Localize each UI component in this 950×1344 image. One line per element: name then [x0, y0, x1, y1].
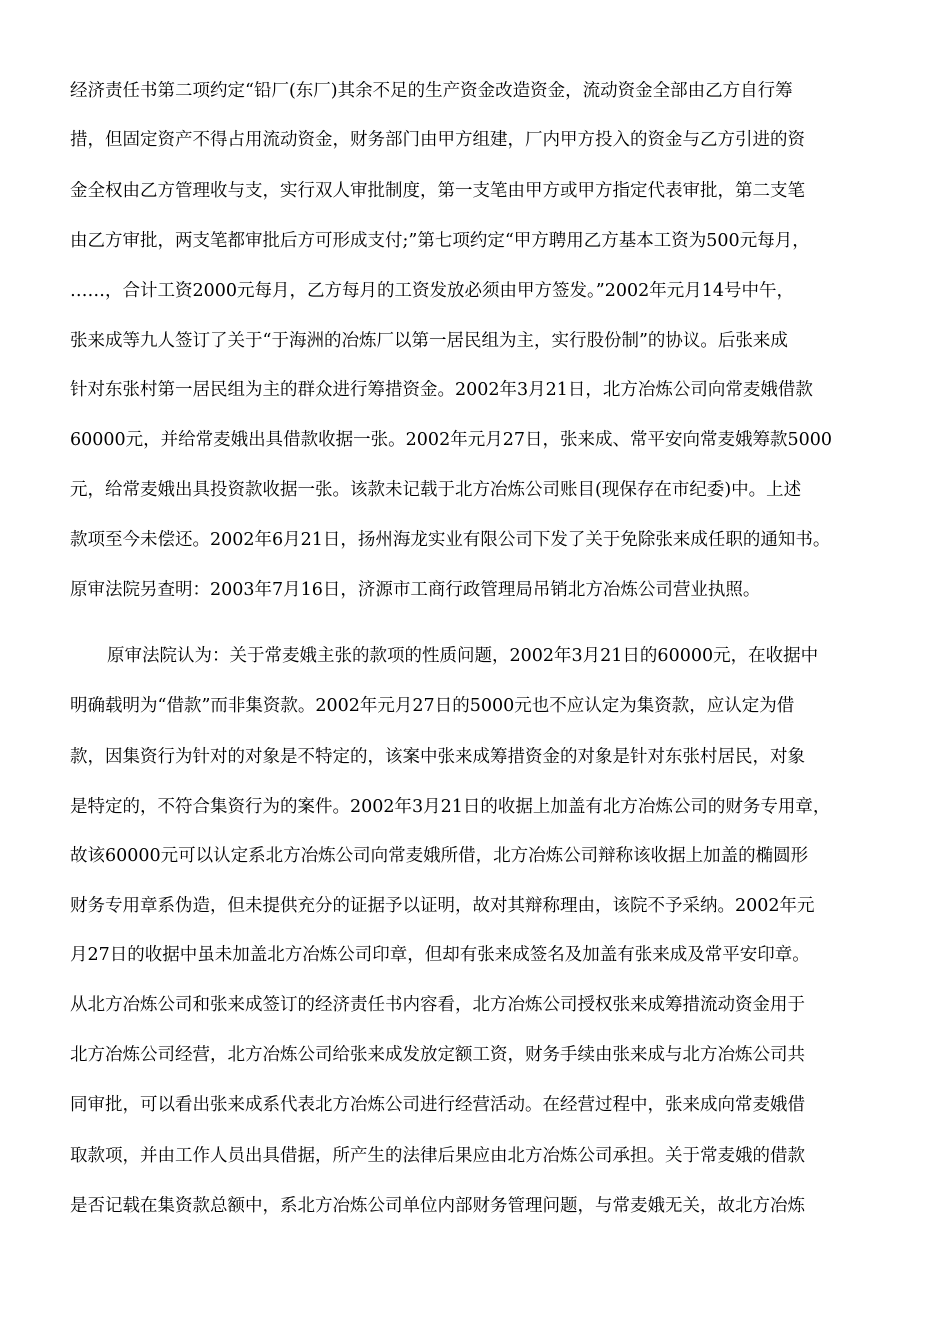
text-line: 款项至今未偿还。2002年6月21日，扬州海龙实业有限公司下发了关于免除张来成任职的通知书。	[70, 530, 831, 550]
text-line: 故该60000元可以认定系北方冶炼公司向常麦娥所借，北方冶炼公司辩称该收据上加盖的椭圆形	[70, 846, 809, 866]
text-line: 款，因集资行为针对的对象是不特定的，该案中张来成筹措资金的对象是针对东张村居民，对象	[70, 747, 805, 767]
text-line: 明确载明为“借款”而非集资款。2002年元月27日的5000元也不应认定为集资款，应认定为借	[70, 696, 795, 716]
text-line: 金全权由乙方管理收与支，实行双人审批制度，第一支笔由甲方或甲方指定代表审批，第二支笔	[70, 181, 805, 201]
text-line: 财务专用章系伪造，但未提供充分的证据予以证明，故对其辩称理由，该院不予采纳。2002年元	[70, 896, 815, 916]
text-line: 针对东张村第一居民组为主的群众进行筹措资金。2002年3月21日，北方冶炼公司向常麦娥借款	[70, 380, 813, 400]
text-line: 是否记载在集资款总额中，系北方冶炼公司单位内部财务管理问题，与常麦娥无关，故北方冶炼	[70, 1196, 805, 1216]
text-line: 60000元，并给常麦娥出具借款收据一张。2002年元月27日，张来成、常平安向常麦娥筹款5000	[70, 430, 833, 450]
text-line: 经济责任书第二项约定“铅厂(东厂)其余不足的生产资金改造资金，流动资金全部由乙方自行筹	[70, 81, 793, 101]
text-line: ……，合计工资2000元每月，乙方每月的工资发放必须由甲方签发。”2002年元月14号中午，	[70, 281, 795, 301]
text-line: 月27日的收据中虽未加盖北方冶炼公司印章，但却有张来成签名及加盖有张来成及常平安印章。	[70, 945, 810, 965]
text-line: 措，但固定资产不得占用流动资金，财务部门由甲方组建，厂内甲方投入的资金与乙方引进的资	[70, 130, 805, 150]
text-line: 原审法院另查明：2003年7月16日，济源市工商行政管理局吊销北方冶炼公司营业执照。	[70, 580, 761, 600]
text-line: 由乙方审批，两支笔都审批后方可形成支付;”第七项约定“甲方聘用乙方基本工资为500元每月，	[70, 231, 810, 251]
text-line: 元，给常麦娥出具投资款收据一张。该款未记载于北方冶炼公司账目(现保存在市纪委)中。上述	[70, 480, 802, 500]
text-line: 是特定的，不符合集资行为的案件。2002年3月21日的收据上加盖有北方冶炼公司的财务专用章，	[70, 797, 831, 817]
text-line: 原审法院认为：关于常麦娥主张的款项的性质问题，2002年3月21日的60000元，在收据中	[107, 646, 819, 666]
text-line: 同审批，可以看出张来成系代表北方冶炼公司进行经营活动。在经营过程中，张来成向常麦娥借	[70, 1095, 805, 1115]
text-line: 从北方冶炼公司和张来成签订的经济责任书内容看，北方冶炼公司授权张来成筹措流动资金用于	[70, 995, 805, 1015]
text-line: 北方冶炼公司经营，北方冶炼公司给张来成发放定额工资，财务手续由张来成与北方冶炼公司共	[70, 1045, 805, 1065]
text-line: 取款项，并由工作人员出具借据，所产生的法律后果应由北方冶炼公司承担。关于常麦娥的借款	[70, 1146, 805, 1166]
text-line: 张来成等九人签订了关于“于海洲的冶炼厂以第一居民组为主，实行股份制”的协议。后张来成	[70, 331, 788, 351]
